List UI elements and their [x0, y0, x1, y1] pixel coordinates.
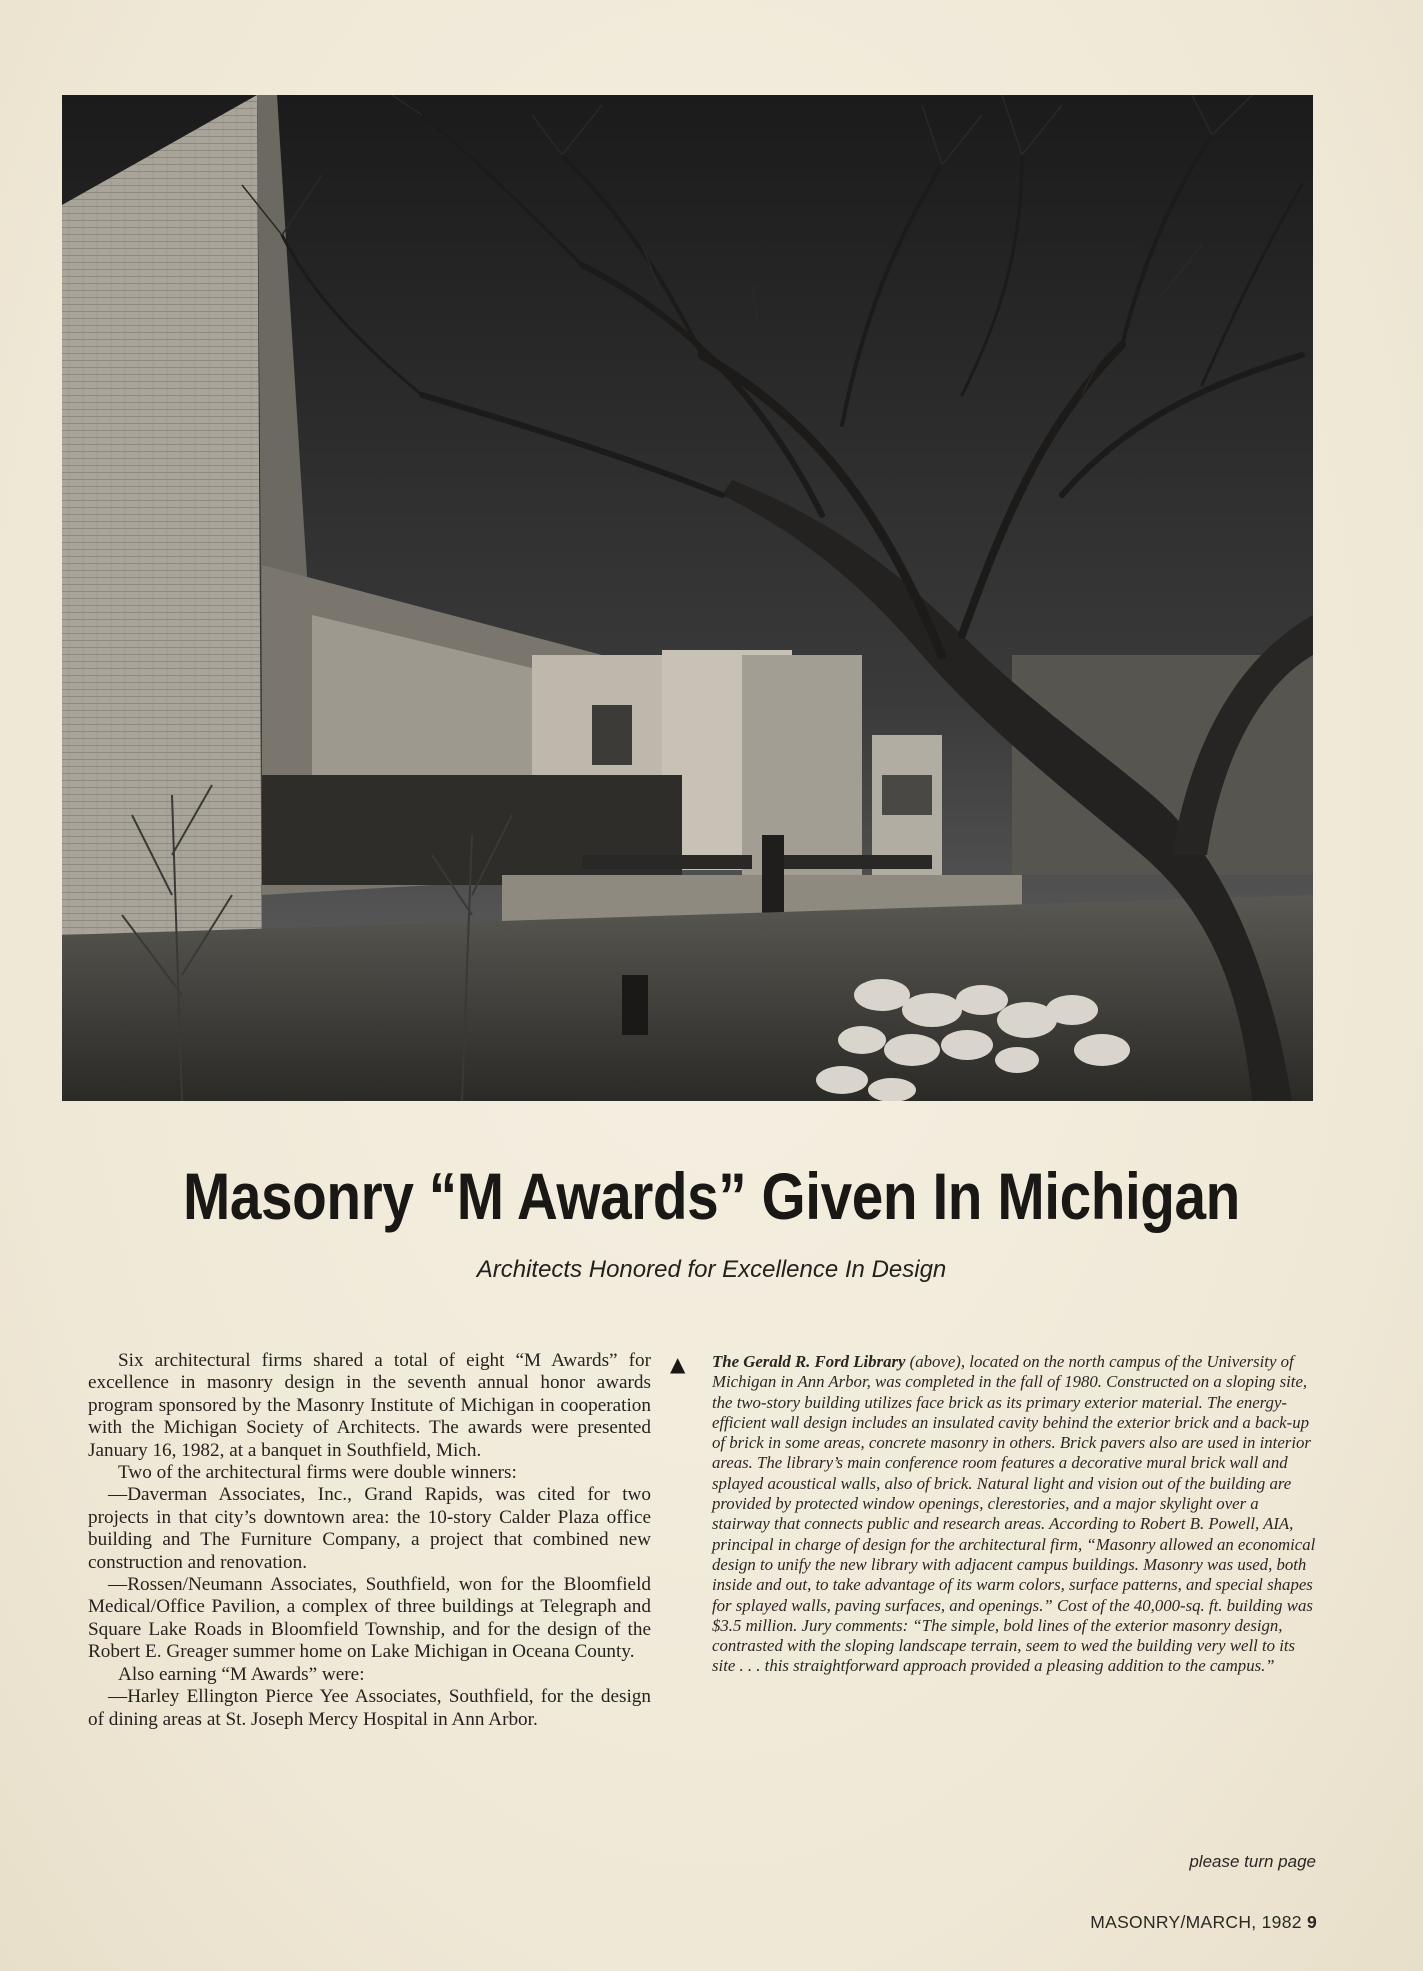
- building-photo-illustration: [62, 95, 1313, 1101]
- body-paragraph: Six architectural firms shared a total of eight “M Awards” for excellence in masonry design in the seventh annual honor awards program sponsored by the Masonry Institute of Michigan in cooperation with the Michigan Society of Architects. The awards were presented January 16, 1982, at a banquet in Southfield, Mich.: [88, 1350, 651, 1461]
- publication-line: MASONRY/MARCH, 1982: [1090, 1912, 1302, 1932]
- caption-pointer-icon: ▲: [670, 1352, 686, 1376]
- caption-lead: The Gerald R. Ford Library: [712, 1352, 906, 1371]
- body-paragraph: —Daverman Associates, Inc., Grand Rapids, was cited for two projects in that city’s downtown area: the 10-story Calder Plaza office building and The Furniture Company, a project that combined new construction and renovation.: [88, 1484, 651, 1573]
- body-paragraph: Two of the architectural firms were double winners:: [118, 1462, 517, 1484]
- body-paragraph: —Rossen/Neumann Associates, Southfield, won for the Bloomfield Medical/Office Pavilion, a complex of three buildings at Telegraph and Square Lake Roads in Bloomfield Township, and for the design of the Robert E. Greager summer home on Lake Michigan in Oceana County.: [88, 1574, 651, 1663]
- continuation-note: please turn page: [1189, 1852, 1316, 1871]
- photo-caption: [712, 1352, 1316, 1677]
- body-paragraph: Also earning “M Awards” were:: [118, 1663, 365, 1685]
- article-body-column: [88, 1350, 651, 1731]
- article-headline: Masonry “M Awards” Given In Michigan: [183, 1159, 1240, 1233]
- page-footer: [1090, 1912, 1317, 1933]
- page-number: 9: [1306, 1912, 1317, 1932]
- library-photograph: [62, 95, 1313, 1101]
- body-paragraph: —Harley Ellington Pierce Yee Associates, Southfield, for the design of dining areas at St. Joseph Mercy Hospital in Ann Arbor.: [88, 1686, 651, 1730]
- article-subheadline: Architects Honored for Excellence In Design: [476, 1256, 947, 1283]
- caption-text: (above), located on the north campus of the University of Michigan in Ann Arbor, was completed in the fall of 1980. Constructed on a sloping site, the two-story building utilizes face brick as its primary exterior material. The energy-efficient wall design includes an insulated cavity behind the exterior brick and a back-up of brick in some areas, concrete masonry in others. Brick pavers also are used in interior areas. The library’s main conference room features a decorative mural brick wall and splayed acoustical walls, also of brick. Natural light and vision out of the building are provided by protected window openings, clerestories, and a major skylight over a stairway that connects public and research areas. According to Robert B. Powell, AIA, principal in charge of design for the architectural firm, “Masonry allowed an economical design to unify the new library with adjacent campus buildings. Masonry was used, both inside and out, to take advantage of its warm colors, surface patterns, and special shapes for splayed walls, paving surfaces, and openings.” Cost of the 40,000-sq. ft. building was $3.5 million. Jury comments: “The simple, bold lines of the exterior masonry design, contrasted with the sloping landscape terrain, seem to wed the building very well to its site . . . this straightforward approach provided a pleasing addition to the campus.”: [712, 1352, 1316, 1676]
